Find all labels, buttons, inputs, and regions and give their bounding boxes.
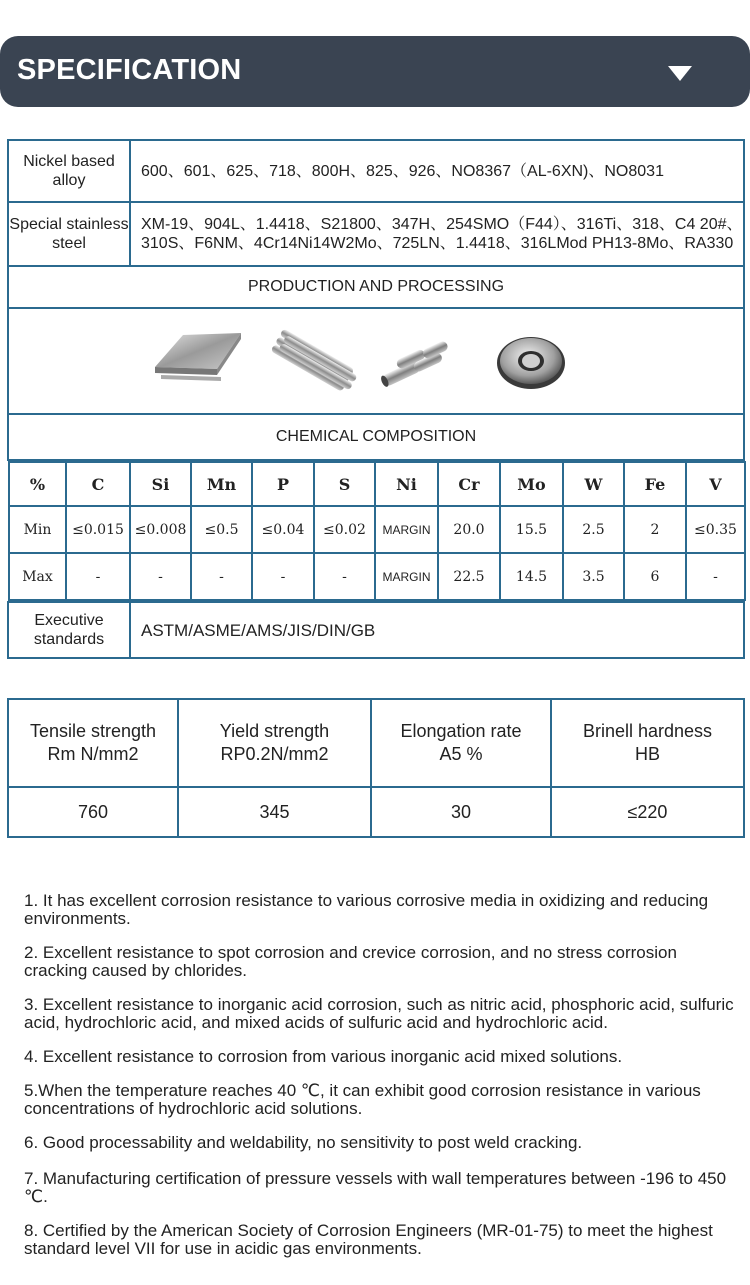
production-heading: PRODUCTION AND PROCESSING <box>8 266 744 308</box>
exec-label: Executive standards <box>8 602 130 658</box>
mech-header-cell: Yield strength RP0.2N/mm2 <box>178 699 371 787</box>
chem-container <box>8 460 744 602</box>
chem-header-row <box>9 462 745 506</box>
wire-spool-icon <box>491 309 571 413</box>
chem-header-cell: Fe <box>624 462 686 506</box>
pipe-tube-icon <box>371 309 457 413</box>
mechanical-table <box>7 698 743 838</box>
round-bar-icon <box>267 309 357 413</box>
mech-value-cell: ≤220 <box>551 787 744 837</box>
sheet-plate-icon <box>147 309 247 413</box>
nickel-label: Nickel based alloy <box>8 140 130 202</box>
chem-cell: ≤0.008 <box>130 506 191 553</box>
exec-value: ASTM/ASME/AMS/JIS/DIN/GB <box>130 602 744 658</box>
mech-header-cell: Brinell hardness HB <box>551 699 744 787</box>
chem-cell: - <box>686 553 745 600</box>
chem-header-cell: Mn <box>191 462 252 506</box>
chem-header-cell: W <box>563 462 624 506</box>
mech-value-cell: 760 <box>8 787 178 837</box>
chemical-heading: CHEMICAL COMPOSITION <box>8 414 744 460</box>
chem-header-cell: S <box>314 462 375 506</box>
chem-header-cell: % <box>9 462 66 506</box>
specification-header[interactable] <box>0 36 750 107</box>
list-item: 7. Manufacturing certification of pressure vessels with wall temperatures between -196 to 450 ℃. <box>24 1169 727 1206</box>
chem-header-cell: P <box>252 462 314 506</box>
chem-header-cell: V <box>686 462 745 506</box>
chem-header-cell: C <box>66 462 130 506</box>
chem-cell: 15.5 <box>500 506 563 553</box>
chem-cell: - <box>130 553 191 600</box>
chem-header-cell: Mo <box>500 462 563 506</box>
mech-value-row <box>8 787 744 837</box>
caret-down-icon[interactable] <box>668 66 692 81</box>
chem-cell: MARGIN <box>375 553 438 600</box>
list-item: 6. Good processability and weldability, no sensitivity to post weld cracking. <box>24 1133 583 1152</box>
list-item: 3. Excellent resistance to inorganic acid corrosion, such as nitric acid, phosphoric acid, sulfuric acid, hydrochloric acid, and mixed acids of sulfuric acid and hydrochloric acid. <box>24 995 734 1032</box>
nickel-value: 600、601、625、718、800H、825、926、NO8367（AL-6XN)、NO8031 <box>130 140 744 202</box>
chem-cell: 20.0 <box>438 506 500 553</box>
chem-cell: - <box>252 553 314 600</box>
mech-value-cell: 345 <box>178 787 371 837</box>
chem-cell: 14.5 <box>500 553 563 600</box>
chem-cell: 3.5 <box>563 553 624 600</box>
chem-max-row <box>9 553 745 600</box>
list-item: 4. Excellent resistance to corrosion from various inorganic acid mixed solutions. <box>24 1047 623 1066</box>
product-images <box>8 308 744 414</box>
chem-cell: 2.5 <box>563 506 624 553</box>
chem-cell: ≤0.35 <box>686 506 745 553</box>
section-title: SPECIFICATION <box>17 54 242 86</box>
list-item: 1. It has excellent corrosion resistance to various corrosive media in oxidizing and reducing environments. <box>24 891 709 928</box>
list-item: 2. Excellent resistance to spot corrosion and crevice corrosion, and no stress corrosion cracking caused by chlorides. <box>24 943 677 980</box>
mech-value-cell: 30 <box>371 787 551 837</box>
chem-cell: Max <box>9 553 66 600</box>
chem-cell: ≤0.04 <box>252 506 314 553</box>
chem-cell: 6 <box>624 553 686 600</box>
list-item: 5.When the temperature reaches 40 ℃, it can exhibit good corrosion resistance in various concentrations of hydrochloric acid solutions. <box>24 1081 701 1118</box>
specification-table <box>7 139 743 659</box>
chem-header-cell: Cr <box>438 462 500 506</box>
chem-cell: MARGIN <box>375 506 438 553</box>
mech-header-cell: Elongation rate A5 % <box>371 699 551 787</box>
chem-cell: ≤0.015 <box>66 506 130 553</box>
stainless-value: XM-19、904L、1.4418、S21800、347H、254SMO（F44）、316Ti、318、C4 20#、310S、F6NM、4Cr14Ni14W2Mo、725LN、1.4418、316LMod PH13-8Mo、RA330 <box>130 202 744 266</box>
stainless-label: Special stainless steel <box>8 202 130 266</box>
chem-min-row <box>9 506 745 553</box>
chem-header-cell: Si <box>130 462 191 506</box>
chem-cell: - <box>314 553 375 600</box>
chem-cell: ≤0.5 <box>191 506 252 553</box>
chem-cell: - <box>191 553 252 600</box>
chem-cell: 22.5 <box>438 553 500 600</box>
chem-cell: 2 <box>624 506 686 553</box>
chem-header-cell: Ni <box>375 462 438 506</box>
chem-cell: Min <box>9 506 66 553</box>
mech-header-cell: Tensile strength Rm N/mm2 <box>8 699 178 787</box>
mech-header-row <box>8 699 744 787</box>
list-item: 8. Certified by the American Society of Corrosion Engineers (MR-01-75) to meet the highest standard level VII for use in acidic gas environments. <box>24 1221 713 1258</box>
chem-cell: ≤0.02 <box>314 506 375 553</box>
chemical-table <box>8 461 746 601</box>
chem-cell: - <box>66 553 130 600</box>
